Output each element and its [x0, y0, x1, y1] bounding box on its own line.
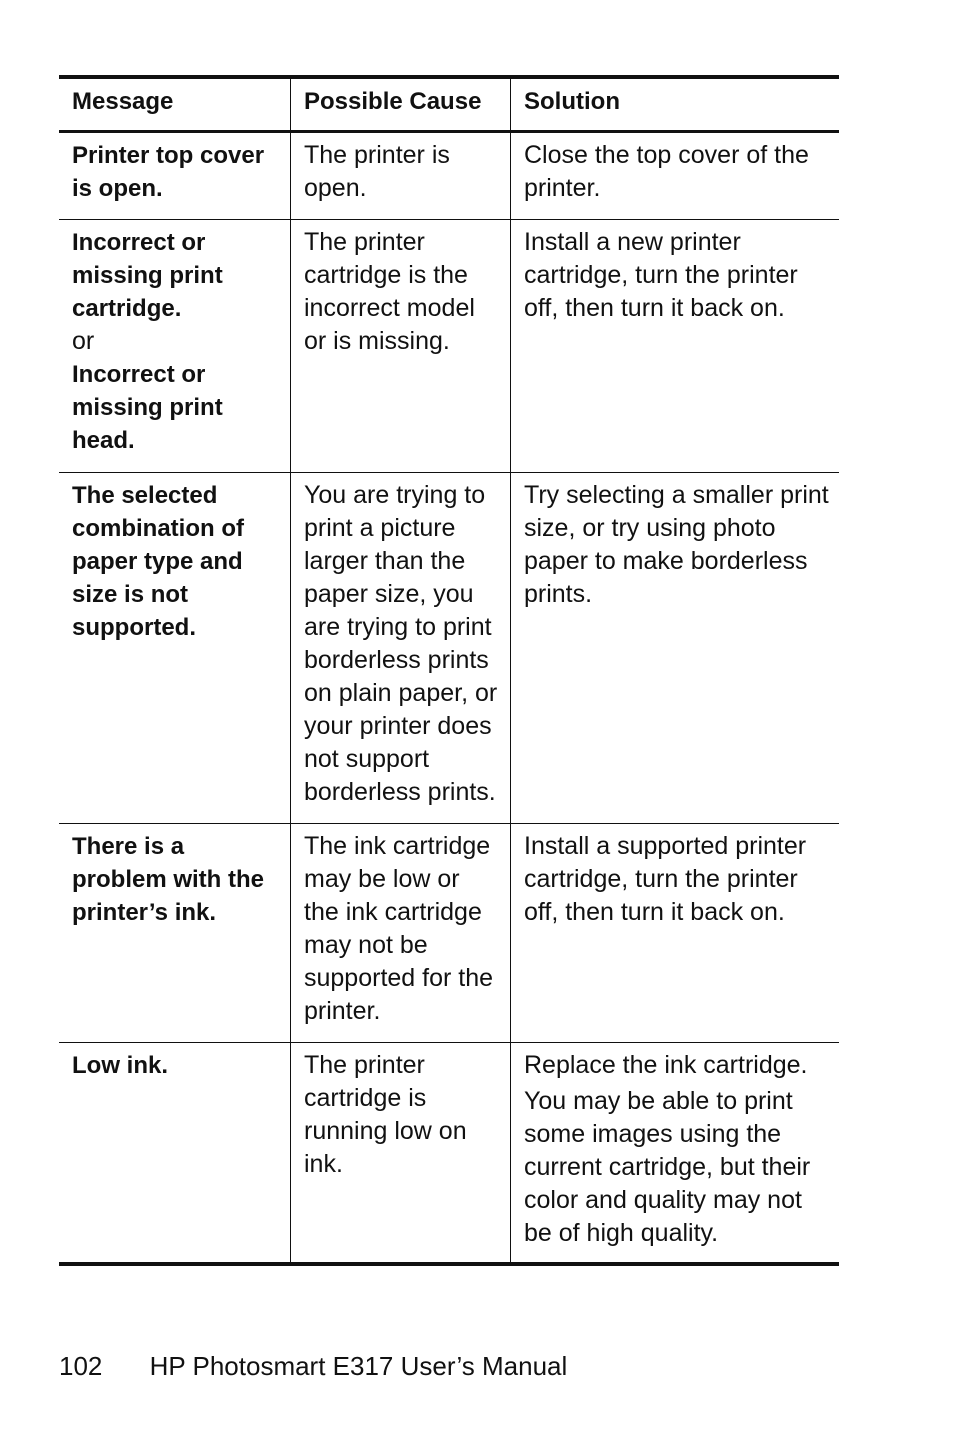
column-header-message: Message [72, 88, 174, 115]
message-text: The selected combination of paper type and size is not supported. [72, 482, 244, 641]
cause-cell: The ink cartridge may be low or the ink cartridge may not be supported for the printer. [290, 824, 510, 1042]
table-row [59, 473, 839, 824]
solution-cell [510, 220, 839, 472]
table-row [59, 220, 839, 473]
table-row [59, 824, 839, 1043]
cause-cell: The printer cartridge is running low on ink. [290, 1043, 510, 1262]
solution-text: You may be able to print some images using the current cartridge, but their color and quality may not be of high quality. [524, 1087, 811, 1247]
message-text: Low ink. [72, 1052, 168, 1079]
cause-cell: The printer is open. [290, 133, 510, 219]
message-separator: or [72, 327, 95, 355]
message-text: There is a problem with the printer’s ink. [72, 833, 264, 926]
solution-text: Close the top cover of the printer. [524, 141, 809, 202]
message-text: Incorrect or missing print head. [72, 361, 223, 454]
column-header-possible-cause: Possible Cause [290, 79, 510, 130]
solution-text: Install a new printer cartridge, turn the printer off, then turn it back on. [524, 228, 798, 322]
message-cell [59, 220, 290, 472]
error-message-table [59, 75, 839, 1266]
solution-cell [510, 473, 839, 823]
solution-cell [510, 133, 839, 219]
table-header-row [59, 79, 839, 133]
cause-cell: The printer cartridge is the incorrect model or is missing. [290, 220, 510, 472]
page-number: 102 [59, 1351, 103, 1381]
message-text: Printer top cover is open. [72, 142, 265, 202]
cause-cell: You are trying to print a picture larger than the paper size, you are trying to print borderless prints on plain paper, or your printer does not support borderless prints. [290, 473, 510, 823]
message-cell [59, 473, 290, 823]
message-text: Incorrect or missing print cartridge. [72, 229, 223, 322]
column-header-solution: Solution [510, 79, 839, 130]
message-cell [59, 824, 290, 1042]
manual-title: HP Photosmart E317 User’s Manual [149, 1351, 568, 1381]
solution-cell [510, 1043, 839, 1262]
message-cell [59, 1043, 290, 1262]
solution-text: Try selecting a smaller print size, or try using photo paper to make borderless prints. [524, 481, 829, 608]
page-footer [59, 1349, 567, 1383]
solution-text: Install a supported printer cartridge, turn the printer off, then turn it back on. [524, 832, 807, 926]
table-row [59, 1043, 839, 1262]
solution-text: Replace the ink cartridge. [524, 1051, 808, 1079]
message-cell [59, 133, 290, 219]
solution-cell [510, 824, 839, 1042]
table-row [59, 133, 839, 220]
